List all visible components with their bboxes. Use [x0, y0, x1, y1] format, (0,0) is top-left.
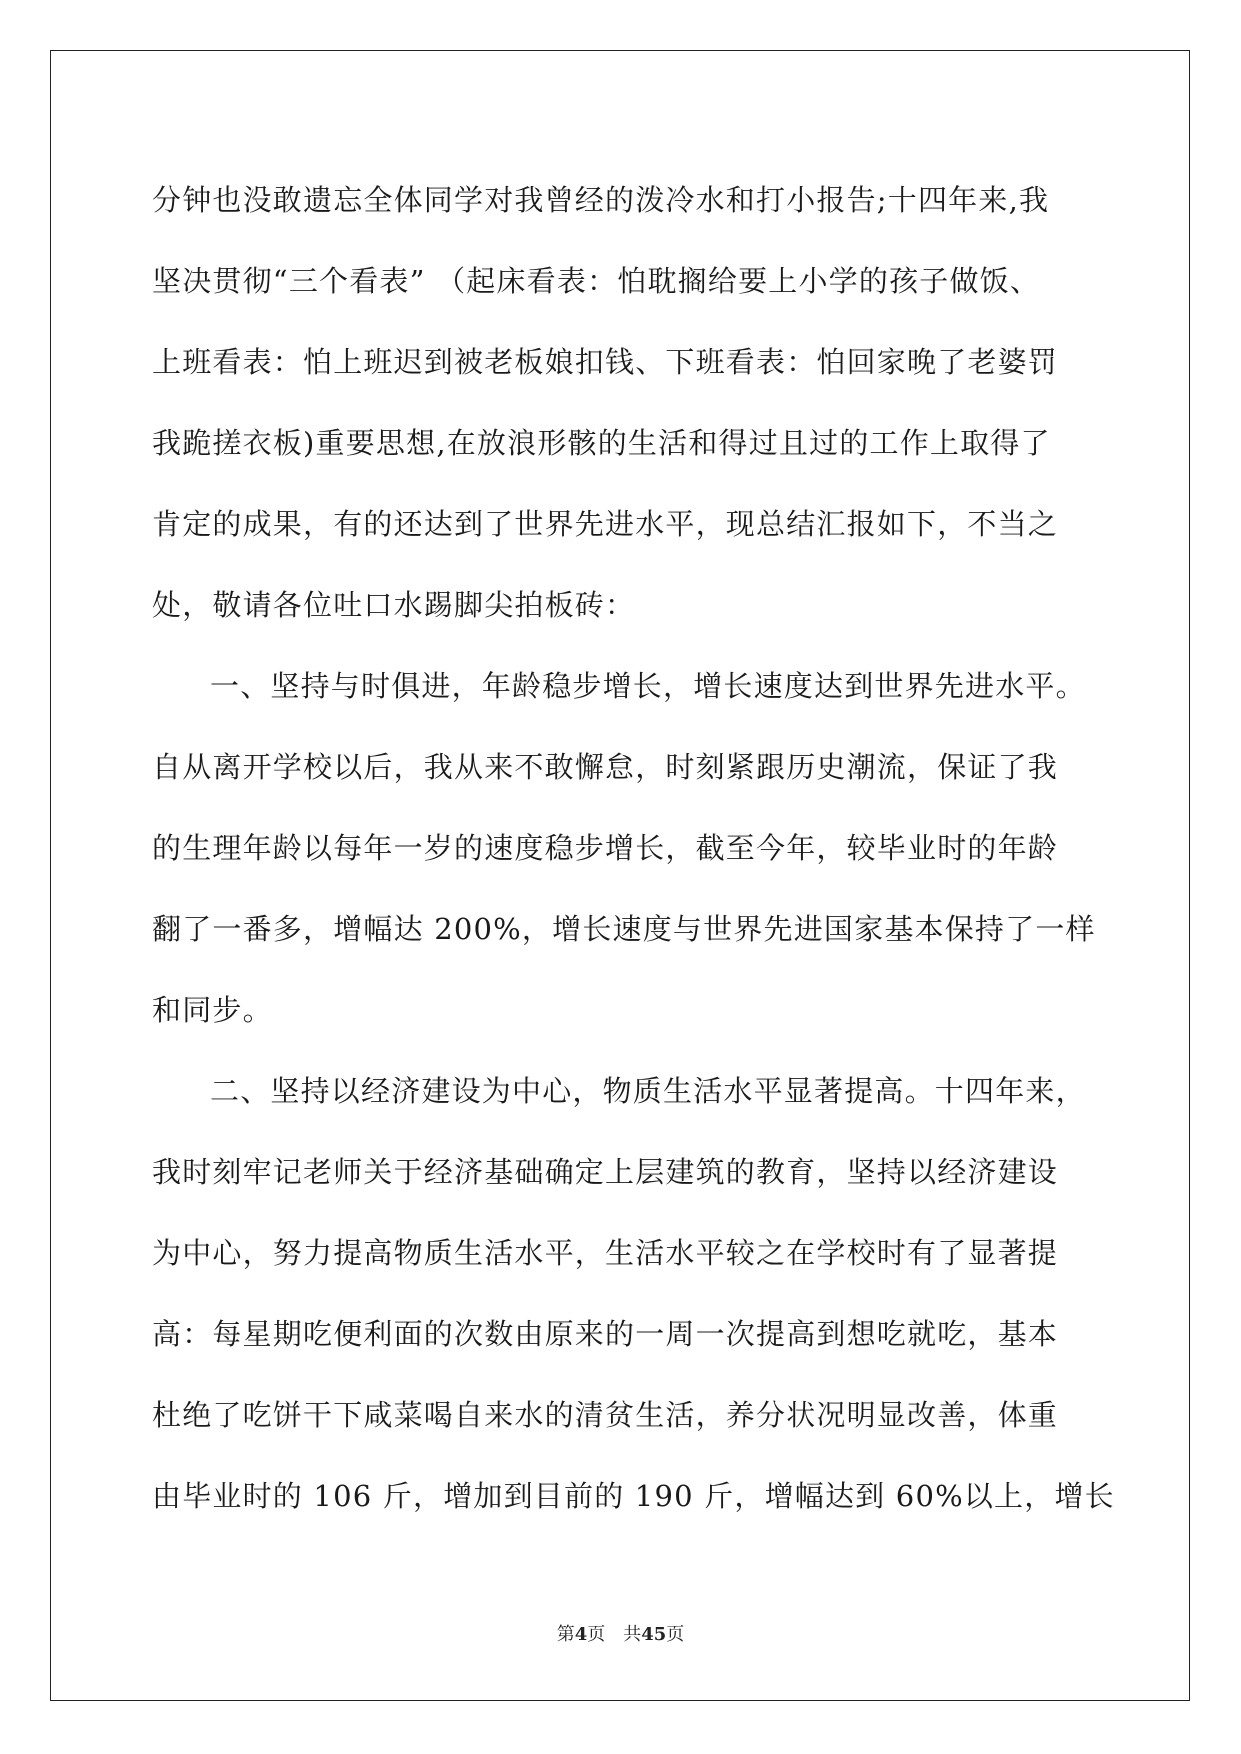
- text-line: 自从离开学校以后，我从来不敢懈怠，时刻紧跟历史潮流，保证了我: [152, 750, 1059, 784]
- text-line: 杜绝了吃饼干下咸菜喝自来水的清贫生活，养分状况明显改善，体重: [152, 1398, 1059, 1432]
- total-suffix: 页: [666, 1624, 685, 1645]
- text-line: 高：每星期吃便利面的次数由原来的一周一次提高到想吃就吃，基本: [152, 1317, 1059, 1351]
- page-prefix: 第: [556, 1624, 575, 1645]
- total-page-number: 45: [641, 1624, 667, 1645]
- current-page-number: 4: [574, 1624, 588, 1645]
- text-line: 为中心，努力提高物质生活水平，生活水平较之在学校时有了显著提: [152, 1236, 1059, 1270]
- section-heading-line: 一、坚持与时俱进，年龄稳步增长，增长速度达到世界先进水平。: [210, 669, 1086, 703]
- section-heading-line: 二、坚持以经济建设为中心，物质生活水平显著提高。十四年来，: [210, 1074, 1086, 1108]
- text-line: 我时刻牢记老师关于经济基础确定上层建筑的教育，坚持以经济建设: [152, 1155, 1059, 1189]
- text-line: 坚决贯彻“三个看表” （起床看表：怕耽搁给要上小学的孩子做饭、: [152, 264, 1041, 298]
- text-line: 我跪搓衣板)重要思想,在放浪形骸的生活和得过且过的工作上取得了: [152, 426, 1051, 460]
- text-line: 翻了一番多，增幅达 200%，增长速度与世界先进国家基本保持了一样: [152, 912, 1096, 946]
- document-body: [152, 160, 1115, 1537]
- page-footer: [0, 1620, 1241, 1646]
- text-line: 的生理年龄以每年一岁的速度稳步增长，截至今年，较毕业时的年龄: [152, 831, 1059, 865]
- total-prefix: 共: [623, 1624, 642, 1645]
- text-line: 处，敬请各位吐口水踢脚尖拍板砖：: [152, 588, 636, 622]
- text-line: 由毕业时的 106 斤，增加到目前的 190 斤，增幅达到 60%以上，增长: [152, 1479, 1115, 1513]
- text-line: 分钟也没敢遗忘全体同学对我曾经的泼冷水和打小报告;十四年来,我: [152, 183, 1050, 217]
- text-line: 肯定的成果，有的还达到了世界先进水平，现总结汇报如下，不当之: [152, 507, 1059, 541]
- page-suffix: 页: [587, 1624, 606, 1645]
- text-line: 上班看表：怕上班迟到被老板娘扣钱、下班看表：怕回家晚了老婆罚: [152, 345, 1059, 379]
- text-line: 和同步。: [152, 993, 273, 1027]
